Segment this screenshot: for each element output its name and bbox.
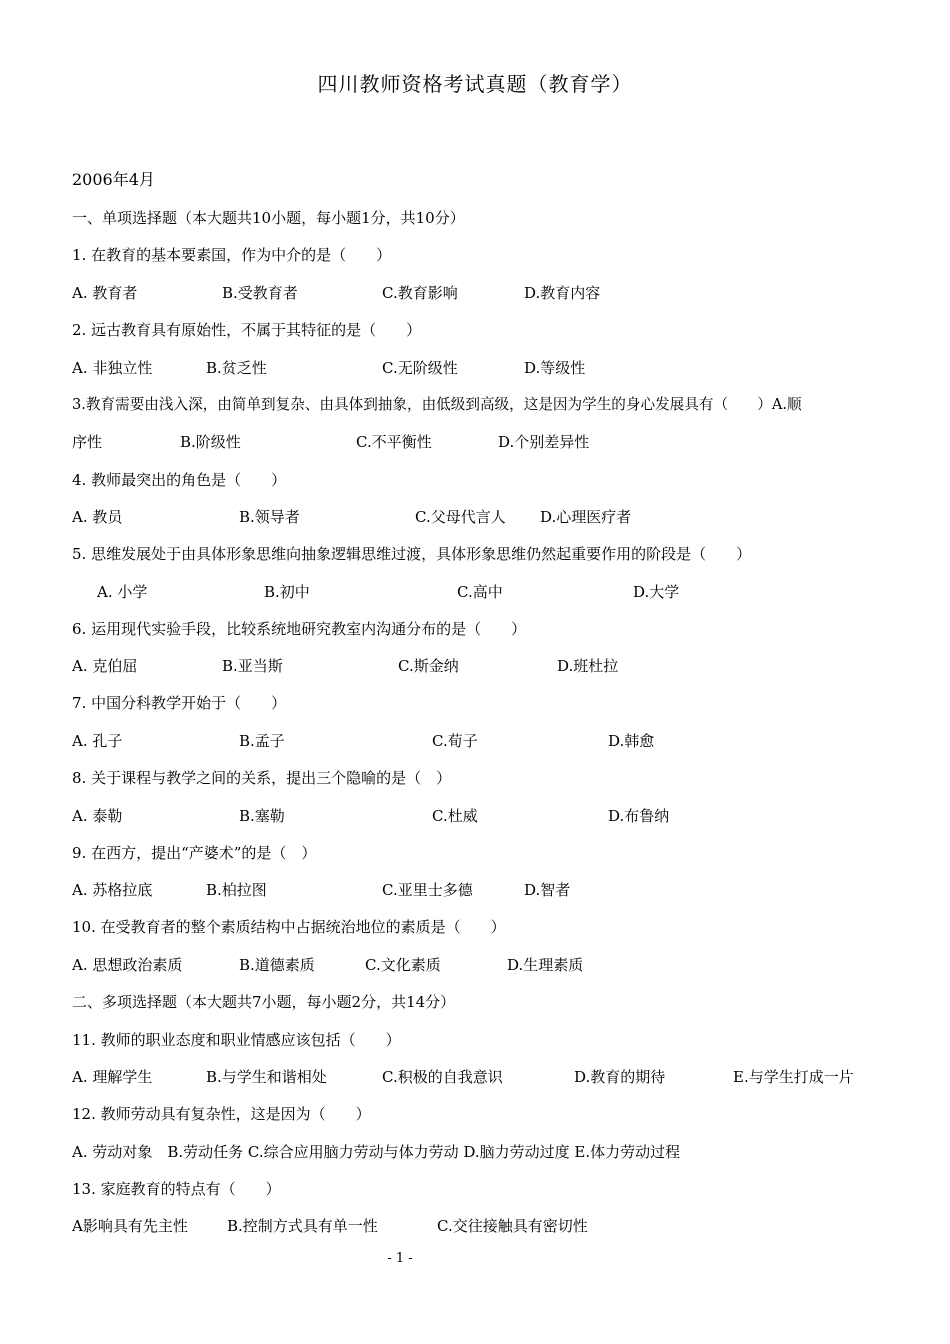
question-12-options: A. 劳动对象 B.劳动任务 C.综合应用脑力劳动与体力劳动 D.脑力劳动过度 E.体力劳动过程 xyxy=(72,1143,681,1161)
question-13-stem: 13. 家庭教育的特点有（ ） xyxy=(72,1180,281,1198)
option-c: C.不平衡性 xyxy=(356,433,432,451)
option-d: D.心理医疗者 xyxy=(540,508,632,526)
option-d: D.等级性 xyxy=(524,359,586,377)
option-d: D.布鲁纳 xyxy=(608,807,670,825)
page-number: - 1 - xyxy=(387,1251,413,1266)
option-b: B.道德素质 xyxy=(239,956,315,974)
option-c: C.杜威 xyxy=(432,807,478,825)
question-2-stem: 2. 远古教育具有原始性，不属于其特征的是（ ） xyxy=(72,321,422,339)
option-a: A. 克伯屈 xyxy=(72,657,138,675)
question-7-options xyxy=(72,731,872,751)
option-a: A. 教育者 xyxy=(72,284,138,302)
option-b: B.孟子 xyxy=(239,732,285,750)
question-2-options xyxy=(72,358,872,378)
option-c: C.亚里士多德 xyxy=(382,881,473,899)
exam-date: 2006年4月 xyxy=(72,170,155,189)
option-c: C.高中 xyxy=(457,583,503,601)
option-b: B.柏拉图 xyxy=(206,881,267,899)
question-5-options xyxy=(72,582,872,602)
option-d: D.智者 xyxy=(524,881,571,899)
option-a: A. 非独立性 xyxy=(72,359,153,377)
question-10-stem: 10. 在受教育者的整个素质结构中占据统治地位的素质是（ ） xyxy=(72,918,506,936)
question-6-options xyxy=(72,656,872,676)
question-8-options xyxy=(72,806,872,826)
question-7-stem: 7. 中国分科教学开始于（ ） xyxy=(72,694,287,712)
option-a: A. 苏格拉底 xyxy=(72,881,153,899)
question-5-stem: 5. 思维发展处于由具体形象思维向抽象逻辑思维过渡，具体形象思维仍然起重要作用的阶段是（ ） xyxy=(72,545,752,563)
option-d: D.教育内容 xyxy=(524,284,601,302)
option-b: B.亚当斯 xyxy=(222,657,283,675)
question-9-stem: 9. 在西方，提出“产婆术”的是（ ） xyxy=(72,844,317,862)
option-a-continued: 序性 xyxy=(72,433,103,451)
question-11-options xyxy=(72,1067,878,1087)
option-c: C.文化素质 xyxy=(365,956,441,974)
option-c: C.无阶级性 xyxy=(382,359,458,377)
option-e: E.与学生打成一片 xyxy=(733,1068,854,1086)
question-12-stem: 12. 教师劳动具有复杂性，这是因为（ ） xyxy=(72,1105,371,1123)
section-heading-single-choice: 一、单项选择题（本大题共10小题，每小题1分，共10分） xyxy=(72,209,465,227)
option-c: C.荀子 xyxy=(432,732,478,750)
question-13-options xyxy=(72,1216,872,1236)
option-a: A影响具有先主性 xyxy=(72,1217,188,1235)
question-3-options xyxy=(72,432,872,452)
section-heading-multiple-choice: 二、多项选择题（本大题共7小题，每小题2分，共14分） xyxy=(72,993,456,1011)
option-b: B.受教育者 xyxy=(222,284,298,302)
option-c: C.交往接触具有密切性 xyxy=(437,1217,588,1235)
option-c: C.教育影响 xyxy=(382,284,458,302)
question-11-stem: 11. 教师的职业态度和职业情感应该包括（ ） xyxy=(72,1031,401,1049)
option-b: B.初中 xyxy=(264,583,310,601)
question-10-options xyxy=(72,955,872,975)
question-4-options xyxy=(72,507,872,527)
option-d: D.生理素质 xyxy=(507,956,584,974)
option-d: D.班杜拉 xyxy=(557,657,619,675)
option-d: D.韩愈 xyxy=(608,732,655,750)
question-3-stem: 3.教育需要由浅入深，由简单到复杂、由具体到抽象，由低级到高级，这是因为学生的身心发展具有（ ）A.顺 xyxy=(72,396,802,413)
option-b: B.贫乏性 xyxy=(206,359,267,377)
option-a: A. 泰勒 xyxy=(72,807,123,825)
option-a: A. 理解学生 xyxy=(72,1068,153,1086)
option-d: D.教育的期待 xyxy=(574,1068,666,1086)
question-4-stem: 4. 教师最突出的角色是（ ） xyxy=(72,471,287,489)
question-6-stem: 6. 运用现代实验手段，比较系统地研究教室内沟通分布的是（ ） xyxy=(72,620,527,638)
option-b: B.控制方式具有单一性 xyxy=(227,1217,378,1235)
option-c: C.父母代言人 xyxy=(415,508,506,526)
option-b: B.领导者 xyxy=(239,508,300,526)
option-a: A. 孔子 xyxy=(72,732,123,750)
option-b: B.塞勒 xyxy=(239,807,285,825)
question-9-options xyxy=(72,880,872,900)
option-b: B.阶级性 xyxy=(180,433,241,451)
option-c: C.积极的自我意识 xyxy=(382,1068,503,1086)
option-a: A. 小学 xyxy=(97,583,148,601)
document-title: 四川教师资格考试真题（教育学） xyxy=(317,72,633,96)
option-a: A. 教员 xyxy=(72,508,123,526)
option-a: A. 思想政治素质 xyxy=(72,956,183,974)
option-d: D.大学 xyxy=(633,583,680,601)
option-c: C.斯金纳 xyxy=(398,657,459,675)
question-1-options xyxy=(72,283,872,303)
question-1-stem: 1. 在教育的基本要素国，作为中介的是（ ） xyxy=(72,246,392,264)
question-8-stem: 8. 关于课程与教学之间的关系，提出三个隐喻的是（ ） xyxy=(72,769,452,787)
option-d: D.个别差异性 xyxy=(498,433,590,451)
option-b: B.与学生和谐相处 xyxy=(206,1068,327,1086)
